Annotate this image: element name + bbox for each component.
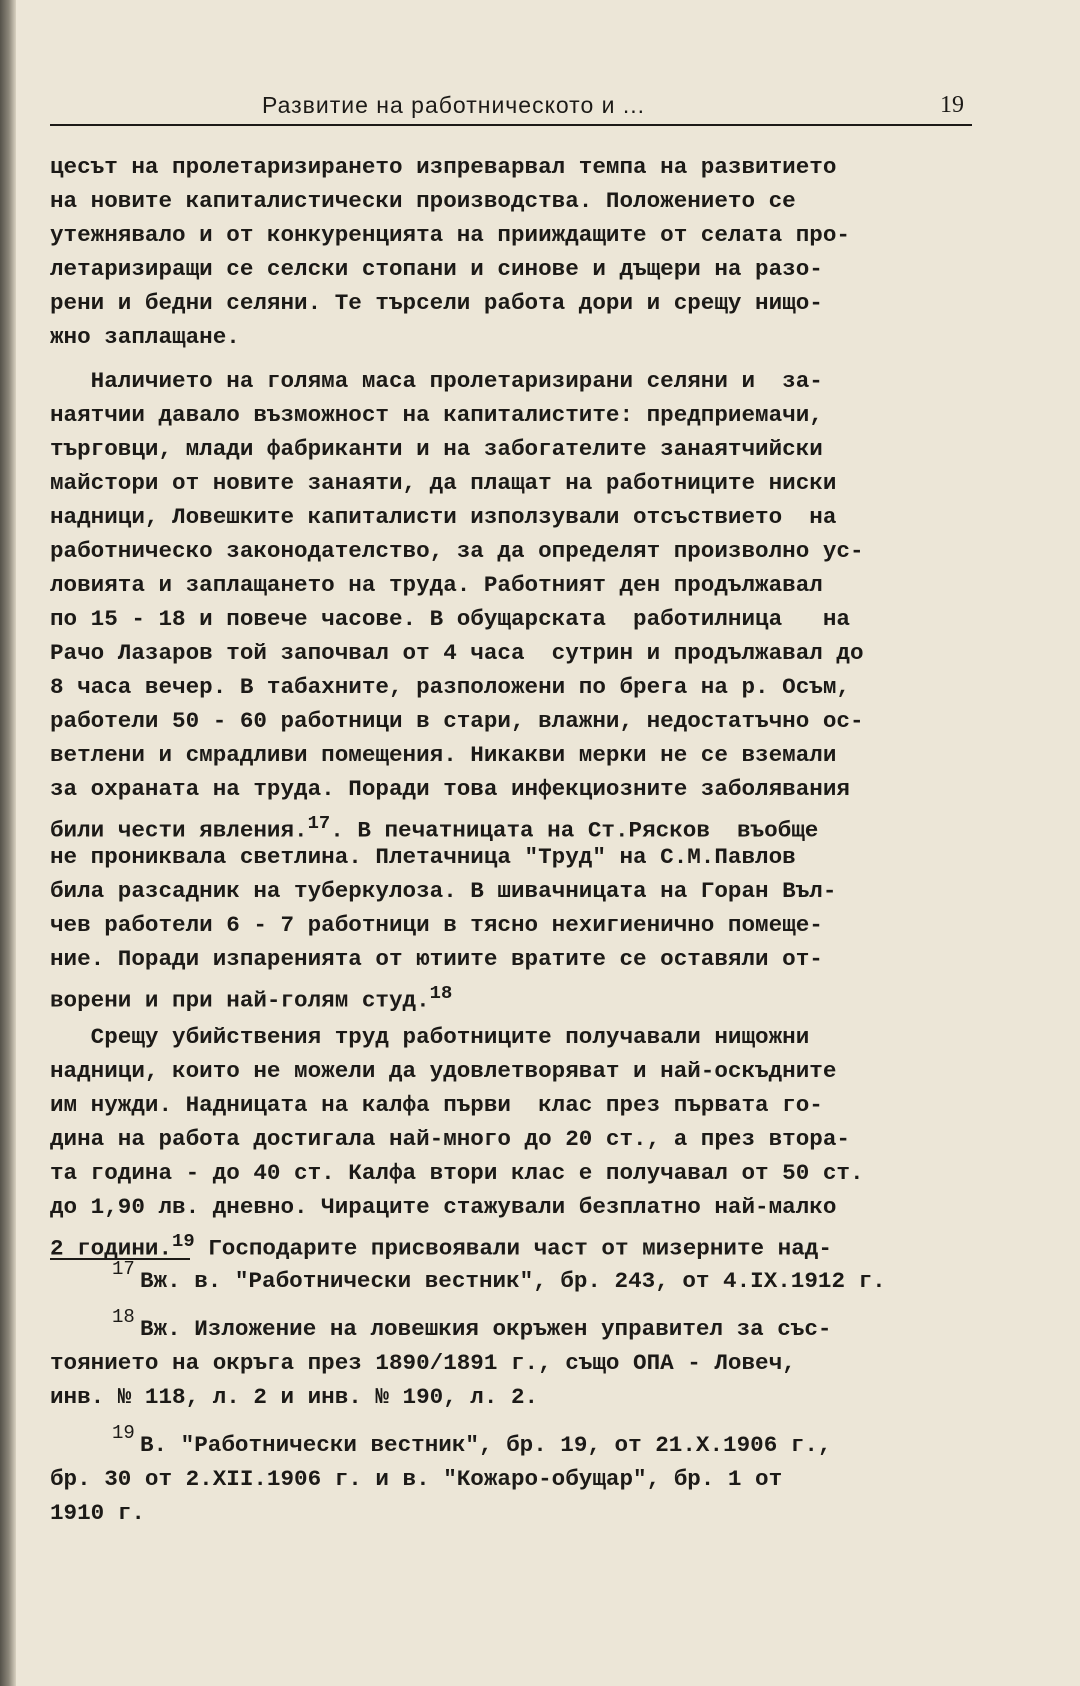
text-line: за охраната на труда. Поради това инфекциозните заболявания — [50, 776, 850, 802]
text-line: чев работели 6 - 7 работници в тясно нехигиенично помеще- — [50, 912, 823, 938]
text-line: летаризиращи се селски стопани и синове и дъщери на разо- — [50, 256, 823, 282]
text-line: дина на работа достигала най-много до 20 ст., а през втора- — [50, 1126, 850, 1152]
footnote-18 — [50, 1306, 1010, 1414]
text-line: майстори от новите занаяти, да плащат на работниците ниски — [50, 470, 837, 496]
text-line: 8 часа вечер. В табахните, разположени по брега на р. Осъм, — [50, 674, 850, 700]
footnote-line — [50, 1306, 1010, 1346]
text-line: била разсадник на туберкулоза. В шивачницата на Горан Въл- — [50, 878, 837, 904]
text-line: търговци, млади фабриканти и на забогателите занаятчийски — [50, 436, 823, 462]
text-line — [50, 1224, 1010, 1262]
text-line: Рачо Лазаров той започвал от 4 часа сутрин и продължавал до — [50, 640, 864, 666]
footnote-number: 18 — [112, 1306, 135, 1328]
paragraph-3 — [50, 1020, 1010, 1262]
footnote-number: 17 — [112, 1258, 135, 1280]
text-line: не прониквала светлина. Плетачница "Труд" на С.М.Павлов — [50, 844, 796, 870]
text-line: рени и бедни селяни. Те търсели работа дори и срещу нищо- — [50, 290, 823, 316]
text-line: наятчии давало възможност на капиталистите: предприемачи, — [50, 402, 823, 428]
footnote-17 — [50, 1258, 1010, 1298]
footnote-line — [50, 1258, 1010, 1298]
text-line: работническо законодателство, за да определят произволно ус- — [50, 538, 864, 564]
text-line: по 15 - 18 и повече часове. В обущарската работилница на — [50, 606, 850, 632]
text-segment: ворени и при най-голям студ. — [50, 987, 430, 1014]
footnote-line: 1910 г. — [50, 1500, 145, 1526]
text-line: надници, които не можели да удовлетворяват и най-оскъдните — [50, 1058, 837, 1084]
footnote-text: В. "Работнически вестник", бр. 19, от 21.X.1906 г., — [140, 1432, 832, 1458]
text-line: ние. Поради изпаренията от ютиите вратите се оставяли от- — [50, 946, 823, 972]
text-line: ветлени и смрадливи помещения. Никакви мерки не се вземали — [50, 742, 837, 768]
footnotes — [50, 1258, 1010, 1544]
text-line: до 1,90 лв. дневно. Чираците стажували безплатно най-малко — [50, 1194, 837, 1220]
text-line: жно заплащане. — [50, 324, 240, 350]
binding-edge — [0, 0, 16, 1686]
text-line: надници, Ловешките капиталисти използували отсъствието на — [50, 504, 837, 530]
footnote-ref-17: 17 — [307, 812, 331, 834]
text-segment: 2 години. — [50, 1235, 173, 1262]
text-segment: . В печатницата на Ст.Рясков въобще — [330, 817, 819, 844]
footnote-text: Вж. Изложение на ловешкия окръжен управител за със- — [140, 1316, 832, 1342]
main-text — [50, 150, 1010, 1268]
page-number: 19 — [940, 92, 964, 118]
footnote-line: тоянието на окръга през 1890/1891 г., също ОПА - Ловеч, — [50, 1350, 796, 1376]
footnote-line — [50, 1422, 1010, 1462]
text-segment: били чести явления. — [50, 817, 308, 844]
text-line: та година - до 40 ст. Калфа втори клас е получавал от 50 ст. — [50, 1160, 864, 1186]
text-line: на новите капиталистически производства. Положението се — [50, 188, 796, 214]
text-line: Наличието на голяма маса пролетаризирани селяни и за- — [50, 368, 823, 394]
footnote-ref-18: 18 — [429, 982, 453, 1004]
page-header — [50, 92, 972, 126]
footnote-line: бр. 30 от 2.XII.1906 г. и в. "Кожаро-обущар", бр. 1 от — [50, 1466, 783, 1492]
text-line: Срещу убийствения труд работниците получавали нищожни — [50, 1024, 810, 1050]
text-line: цесът на пролетаризирането изпреварвал темпа на развитието — [50, 154, 837, 180]
text-line — [50, 976, 1010, 1014]
text-line: ловията и заплащането на труда. Работният ден продължавал — [50, 572, 823, 598]
running-title: Развитие на работническото и ... — [262, 92, 646, 118]
text-segment: Господарите присвоявали част от мизерните над- — [194, 1235, 832, 1262]
footnote-text: Вж. в. "Работнически вестник", бр. 243, от 4.IX.1912 г. — [140, 1268, 886, 1294]
text-line — [50, 806, 1010, 844]
text-line: работели 50 - 60 работници в стари, влажни, недостатъчно ос- — [50, 708, 864, 734]
footnote-number: 19 — [112, 1422, 135, 1444]
paragraph-1 — [50, 150, 1010, 354]
paragraph-2 — [50, 364, 1010, 1014]
text-line: утежнявало и от конкуренцията на прииждащите от селата про- — [50, 222, 850, 248]
text-line: им нужди. Надницата на калфа първи клас през първата го- — [50, 1092, 823, 1118]
footnote-19 — [50, 1422, 1010, 1530]
footnote-line: инв. № 118, л. 2 и инв. № 190, л. 2. — [50, 1384, 539, 1410]
footnote-ref-19: 19 — [172, 1230, 195, 1252]
